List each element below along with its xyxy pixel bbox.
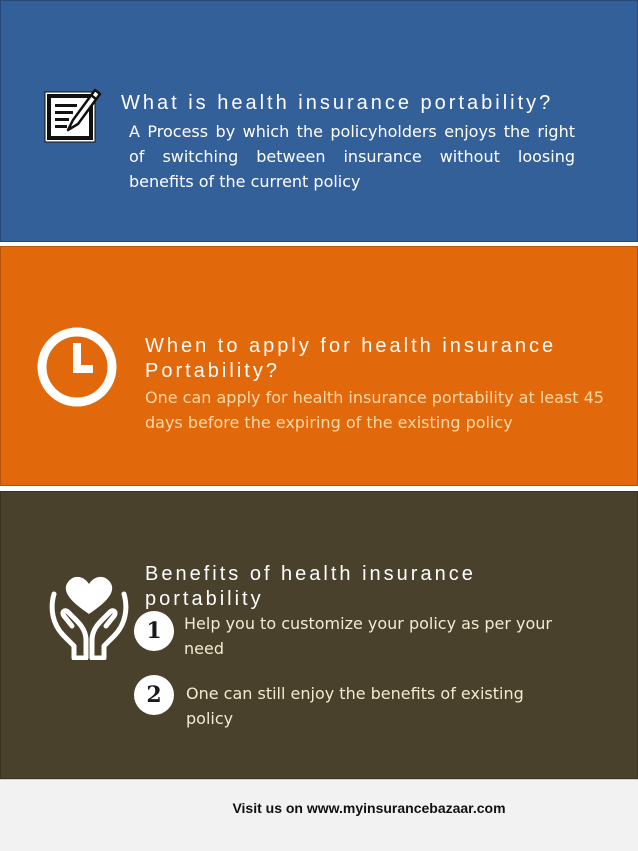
- benefits-heading: Benefits of health insurance portability: [145, 563, 476, 610]
- hands-heart-icon: [48, 568, 130, 665]
- what-body: A Process by which the policyholders enjoys the right of switching between insurance without loosing benefits of the current policy: [129, 122, 575, 191]
- notepad-pencil-icon: [42, 86, 102, 151]
- benefit-item-text: One can still enjoy the benefits of existing policy: [186, 684, 524, 728]
- footer-link[interactable]: Visit us on www.myinsurancebazaar.com: [232, 800, 506, 816]
- benefit-number-badge: 1: [134, 611, 174, 651]
- benefit-item-text: Help you to customize your policy as per your need: [184, 614, 553, 658]
- clock-icon: [35, 325, 119, 414]
- benefit-number-badge: 2: [134, 675, 174, 715]
- when-body: One can apply for health insurance portability at least 45 days before the expiring of the existing policy: [145, 388, 604, 432]
- when-heading: When to apply for health insurance Portability?: [145, 335, 557, 382]
- what-heading: What is health insurance portability?: [121, 92, 554, 114]
